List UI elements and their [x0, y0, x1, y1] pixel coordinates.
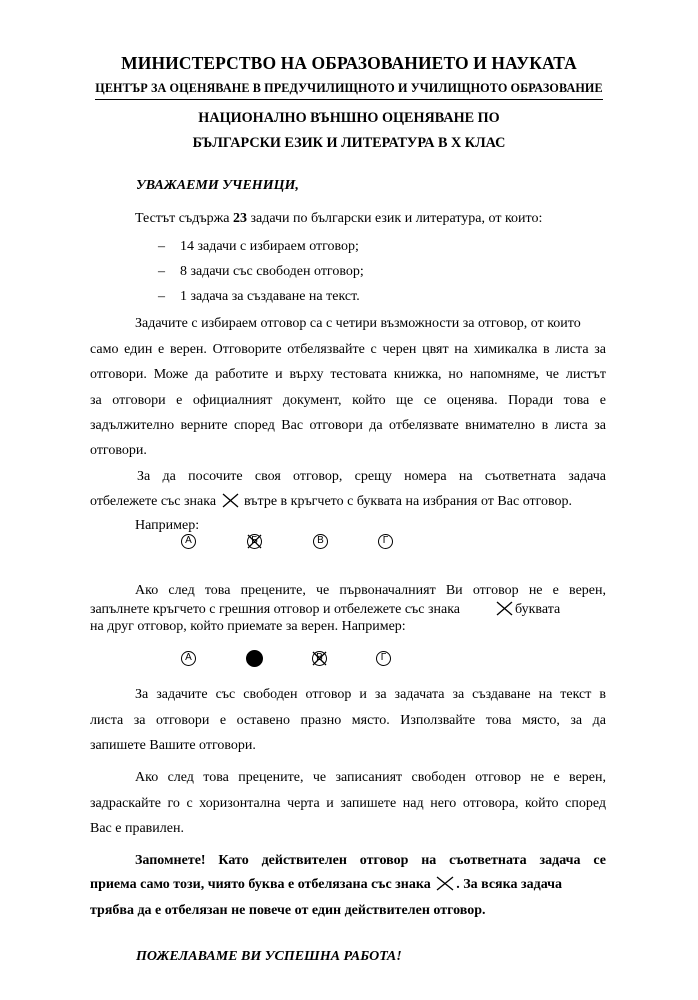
para4-line1: За задачите със свободен отговор и за задачата за създаване на текст в [135, 687, 606, 702]
task-count: 23 [232, 211, 247, 226]
exam-title-line1: НАЦИОНАЛНО ВЪНШНО ОЦЕНЯВАНЕ ПО [198, 110, 500, 126]
list-dash: – [158, 239, 165, 254]
cross-mark-icon [246, 533, 263, 550]
answer-circle-g: Г [376, 651, 391, 666]
answer-circle-b-filled [246, 650, 263, 667]
para5-line1: Ако след това прецените, че записаният свободен отговор не е верен, [135, 770, 606, 785]
exam-title-line2: БЪЛГАРСКИ ЕЗИК И ЛИТЕРАТУРА В Х КЛАС [192, 135, 506, 151]
list-dash: – [158, 264, 165, 279]
para1-line3: отговори. Може да работите и върху тестовата книжка, но напомняме, че листът [90, 367, 606, 382]
para1-line4: за отговори е официалният документ, който ще се оценява. Поради това е [90, 393, 606, 408]
list-item: 8 задачи със свободен отговор; [180, 264, 364, 279]
para2-line1: За да посочите своя отговор, срещу номера на съответната задача [137, 469, 606, 484]
para1-line5: задължително верните според Вас отговори да отбелязвате внимателно в листа за [90, 418, 606, 433]
para3-line1: Ако след това прецените, че първоначалният Ви отговор не е верен, [135, 583, 606, 598]
center-title: ЦЕНТЪР ЗА ОЦЕНЯВАНЕ В ПРЕДУЧИЛИЩНОТО И УЧИЛИЩНОТО ОБРАЗОВАНИЕ [95, 81, 603, 95]
greeting: УВАЖАЕМИ УЧЕНИЦИ, [136, 178, 299, 193]
para1-line1: Задачите с избираем отговор са с четири възможности за отговор, от които [135, 316, 581, 331]
answer-circle-b-marked: Б [247, 534, 262, 549]
answer-circle-v-marked: В [312, 651, 327, 666]
para1-line6: отговори. [90, 443, 147, 458]
answer-circle-v: В [313, 534, 328, 549]
list-dash: – [158, 289, 165, 304]
cross-mark-icon [496, 601, 513, 616]
answer-circle-g: Г [378, 534, 393, 549]
para4-line2: листа за отговори е оставено празно място. Използвайте това място, за да [90, 713, 606, 728]
para5-line2: задраскайте го с хоризонтална черта и запишете над него отговора, който според [90, 796, 606, 811]
answer-circle-a: А [181, 651, 196, 666]
para2-line2: отбележете със знака вътре в кръгчето с буквата на избрания от Вас отговор. [90, 494, 573, 509]
para6-line1: Запомнете! Като действителен отговор на съответната задача се [135, 853, 606, 868]
answer-circle-a: А [181, 534, 196, 549]
list-item: 1 задача за създаване на текст. [180, 289, 360, 304]
intro-text: Тестът съдържа 23 задачи по български език и литература, от които: [135, 211, 543, 226]
para5-line3: Вас е правилен. [90, 821, 184, 836]
cross-mark-icon [222, 493, 239, 508]
list-item: 14 задачи с избираем отговор; [180, 239, 359, 254]
para6-line3: трябва да е отбелязан не повече от един действителен отговор. [90, 903, 486, 918]
header-rule [95, 99, 603, 100]
cross-mark-icon [311, 650, 328, 667]
closing: ПОЖЕЛАВАМЕ ВИ УСПЕШНА РАБОТА! [136, 949, 402, 964]
cross-mark-icon [436, 876, 454, 891]
para4-line3: запишете Вашите отговори. [90, 738, 256, 753]
example-label: Например: [135, 518, 200, 533]
para3-line2: запълнете кръгчето с грешния отговор и отбележете със знака буквата [90, 602, 561, 617]
para1-line2: само един е верен. Отговорите отбелязвайте с черен цвят на химикалка в листа за [90, 342, 606, 357]
para6-line2: приема само този, чиято буква е отбелязана със знака . За всяка задача [90, 877, 563, 892]
ministry-title: МИНИСТЕРСТВО НА ОБРАЗОВАНИЕТО И НАУКАТА [121, 53, 577, 73]
para3-line3: на друг отговор, който приемате за верен. Например: [90, 619, 406, 634]
